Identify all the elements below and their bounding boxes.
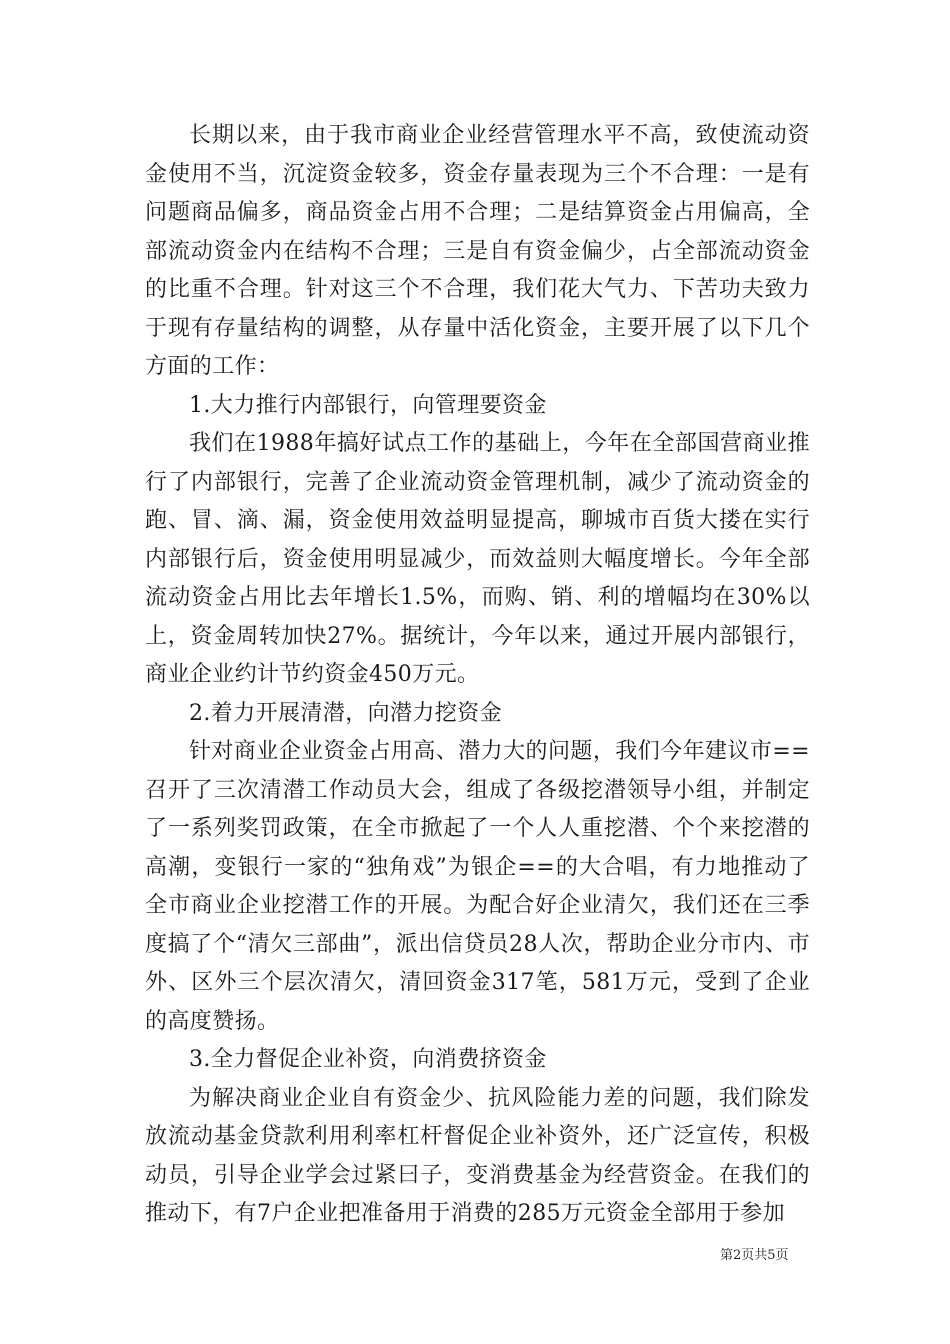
section-heading-2: 2.着力开展清潜，向潜力挖资金	[189, 700, 502, 726]
document-body	[145, 117, 810, 1234]
section-3-paragraph: 为解决商业企业自有资金少、抗风险能力差的问题，我们除发放流动基金贷款利用利率杠杆督促企业补资外，还广泛宣传，积极动员，引导企业学会过紧曰子，变消费基金为经营资金。在我们的推动下，有7户企业把准备用于消费的285万元资金全部用于参加	[145, 1085, 810, 1226]
intro-paragraph: 长期以来，由于我市商业企业经营管理水平不高，致使流动资金使用不当，沉淀资金较多，资金存量表现为三个不合理：一是有问题商品偏多，商品资金占用不合理；二是结算资金占用偏高，全部流动资金内在结构不合理；三是自有资金偏少，占全部流动资金的比重不合理。针对这三个不合理，我们花大气力、下苦功夫致力于现有存量结构的调整，从存量中活化资金，主要开展了以下几个方面的工作：	[145, 123, 810, 379]
section-heading-3: 3.全力督促企业补资，向消费挤资金	[189, 1047, 547, 1072]
section-2-paragraph: 针对商业企业资金占用高、潜力大的问题，我们今年建议市==召开了三次清潜工作动员大会，组成了各级挖潜领导小组，并制定了一系列奖罚政策，在全市掀起了一个人人重挖潜、个个来挖潜的高潮，变银行一家的“独角戏”为银企==的大合唱，有力地推动了全市商业企业挖潜工作的开展。为配合好企业清欠，我们还在三季度搞了个“清欠三部曲”，派出信贷员28人次，帮助企业分市内、市外、区外三个层次清欠，清回资金317笔，581万元，受到了企业的高度赞扬。	[145, 739, 810, 1034]
section-heading-1: 1.大力推行内部银行，向管理要资金	[189, 392, 547, 418]
section-1-paragraph: 我们在1988年搞好试点工作的基础上，今年在全部国营商业推行了内部银行，完善了企业流动资金管理机制，减少了流动资金的跑、冒、滴、漏，资金使用效益明显提高，聊城市百货大搂在实行内部银行后，资金使用明显减少，而效益则大幅度增长。今年全部流动资金占用比去年增长1.5%，而购、销、利的增幅均在30%以上，资金周转加快27%。据统计，今年以来，通过开展内部银行，商业企业约计节约资金450万元。	[145, 431, 810, 687]
page-number-footer: 第2页共5页	[720, 1248, 789, 1263]
